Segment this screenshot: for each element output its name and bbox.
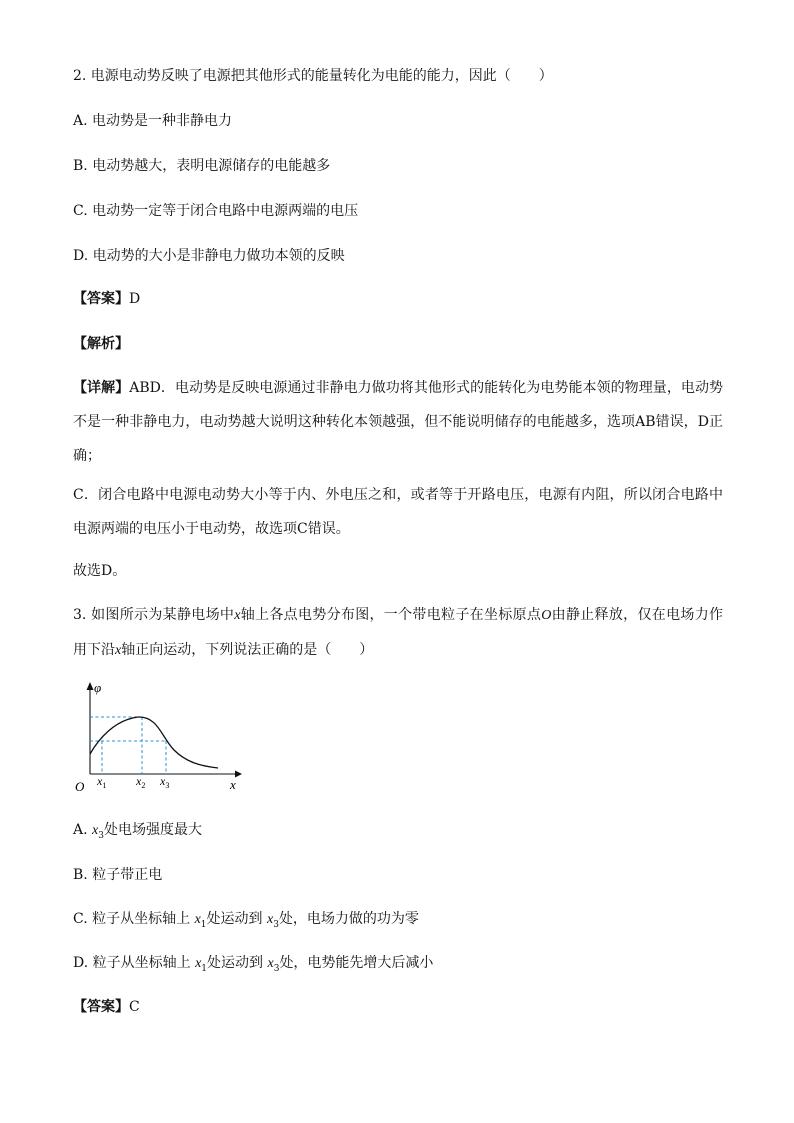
q3-option-d-mid: 处运动到 bbox=[207, 955, 268, 971]
tick-label-x3-sub: 3 bbox=[165, 781, 170, 790]
q2-detail-text-2: C．闭合电路中电源电动势大小等于内、外电压之和，或者等于开路电压，电源有内阻，所以闭合电路中电源两端的电压小于电动势，故选项C错误。 bbox=[73, 487, 723, 537]
q3-option-c-var2: x bbox=[266, 912, 274, 927]
q2-answer-value: D bbox=[129, 291, 141, 307]
tick-label-x1-sub: 1 bbox=[102, 781, 107, 790]
tick-label-x2-sub: 2 bbox=[141, 781, 146, 790]
q2-detail-text-1: ABD．电动势是反映电源通过非静电力做功将其他形式的能转化为电势能本领的物理量，电动势不是一种非静电力，电动势越大说明这种转化本领越强，但不能说明储存的电能越多，选项AB错误，D正确； bbox=[73, 380, 723, 464]
q3-option-d-end: 处，电势能先增大后减小 bbox=[279, 955, 434, 971]
q3-option-c-mid: 处运动到 bbox=[206, 911, 267, 927]
q3-option-c-var1: x bbox=[194, 912, 201, 927]
q2-answer-tag: 【答案】 bbox=[73, 291, 129, 307]
potential-curve bbox=[90, 717, 218, 768]
q2-analysis-row bbox=[73, 334, 129, 354]
q3-option-c-end: 处，电场力做的功为零 bbox=[278, 911, 419, 927]
tick-label-x2-var: x bbox=[136, 774, 142, 788]
q2-conclusion: 故选D。 bbox=[73, 563, 127, 579]
x-axis-label: x bbox=[230, 777, 236, 792]
tick-label-x1-var: x bbox=[97, 774, 103, 788]
tick-label-x3 bbox=[159, 774, 169, 790]
y-axis-label: φ bbox=[94, 680, 102, 695]
q3-answer-row bbox=[73, 997, 140, 1017]
q3-stem-text-a: 3. 如图所示为某静电场中 bbox=[73, 607, 235, 623]
q3-option-a-text: 处电场强度最大 bbox=[103, 822, 202, 838]
q3-stem bbox=[73, 598, 723, 668]
q2-detail-paragraph-1 bbox=[73, 371, 723, 473]
q2-option-c: C. 电动势一定等于闭合电路中电源两端的电压 bbox=[73, 203, 359, 219]
q3-answer-value: C bbox=[129, 999, 140, 1015]
q2-option-a: A. 电动势是一种非静电力 bbox=[73, 113, 233, 129]
q3-option-c bbox=[73, 909, 419, 935]
q3-option-d bbox=[73, 953, 433, 979]
q3-option-c-sub2: 3 bbox=[273, 919, 279, 930]
q3-stem-text-d: 轴正向运动，下列说法正确的是（ ） bbox=[121, 642, 374, 658]
q3-stem-text-b: 轴上各点电势分布图，一个带电粒子在坐标原点 bbox=[240, 607, 542, 623]
q2-detail-paragraph-2 bbox=[73, 478, 723, 546]
x-axis-arrow bbox=[235, 771, 242, 778]
y-axis-arrow bbox=[87, 682, 94, 690]
tick-label-x1 bbox=[96, 774, 106, 790]
q3-option-d-sub1: 1 bbox=[201, 963, 208, 974]
q3-stem-var-x2: x bbox=[115, 643, 122, 658]
q2-stem: 2. 电源电动势反映了电源把其他形式的能量转化为电能的能力，因此（ ） bbox=[73, 68, 553, 84]
q2-answer-row bbox=[73, 289, 140, 309]
tick-label-x2 bbox=[135, 774, 145, 790]
q3-option-b: B. 粒子带正电 bbox=[73, 867, 163, 883]
q3-option-a bbox=[73, 820, 202, 846]
q3-stem-var-x1: x bbox=[234, 608, 241, 623]
q3-stem-var-o: O bbox=[541, 608, 552, 623]
q3-option-c-prefix: C. 粒子从坐标轴上 bbox=[73, 911, 195, 927]
q3-option-d-var1: x bbox=[195, 956, 202, 971]
origin-label: O bbox=[75, 779, 85, 794]
tick-label-x3-var: x bbox=[160, 774, 166, 788]
q3-option-a-var: x bbox=[92, 823, 99, 838]
q3-option-d-sub2: 3 bbox=[273, 963, 280, 974]
q2-option-b: B. 电动势越大，表明电源储存的电能越多 bbox=[73, 158, 331, 174]
q3-answer-tag: 【答案】 bbox=[73, 999, 129, 1015]
q3-option-d-prefix: D. 粒子从坐标轴上 bbox=[73, 955, 196, 971]
q3-option-c-sub1: 1 bbox=[200, 919, 207, 930]
q2-detail-tag: 【详解】 bbox=[73, 380, 130, 396]
q3-stem-text-c: 由静止释放，仅在电场力作用下沿 bbox=[73, 607, 724, 658]
q2-option-d: D. 电动势的大小是非静电力做功本领的反映 bbox=[73, 248, 345, 264]
q3-option-d-var2: x bbox=[267, 956, 274, 971]
q3-option-a-sub: 3 bbox=[98, 830, 104, 841]
potential-graph bbox=[70, 678, 245, 796]
q3-option-a-prefix: A. bbox=[73, 822, 93, 838]
q2-analysis-tag: 【解析】 bbox=[73, 336, 129, 352]
